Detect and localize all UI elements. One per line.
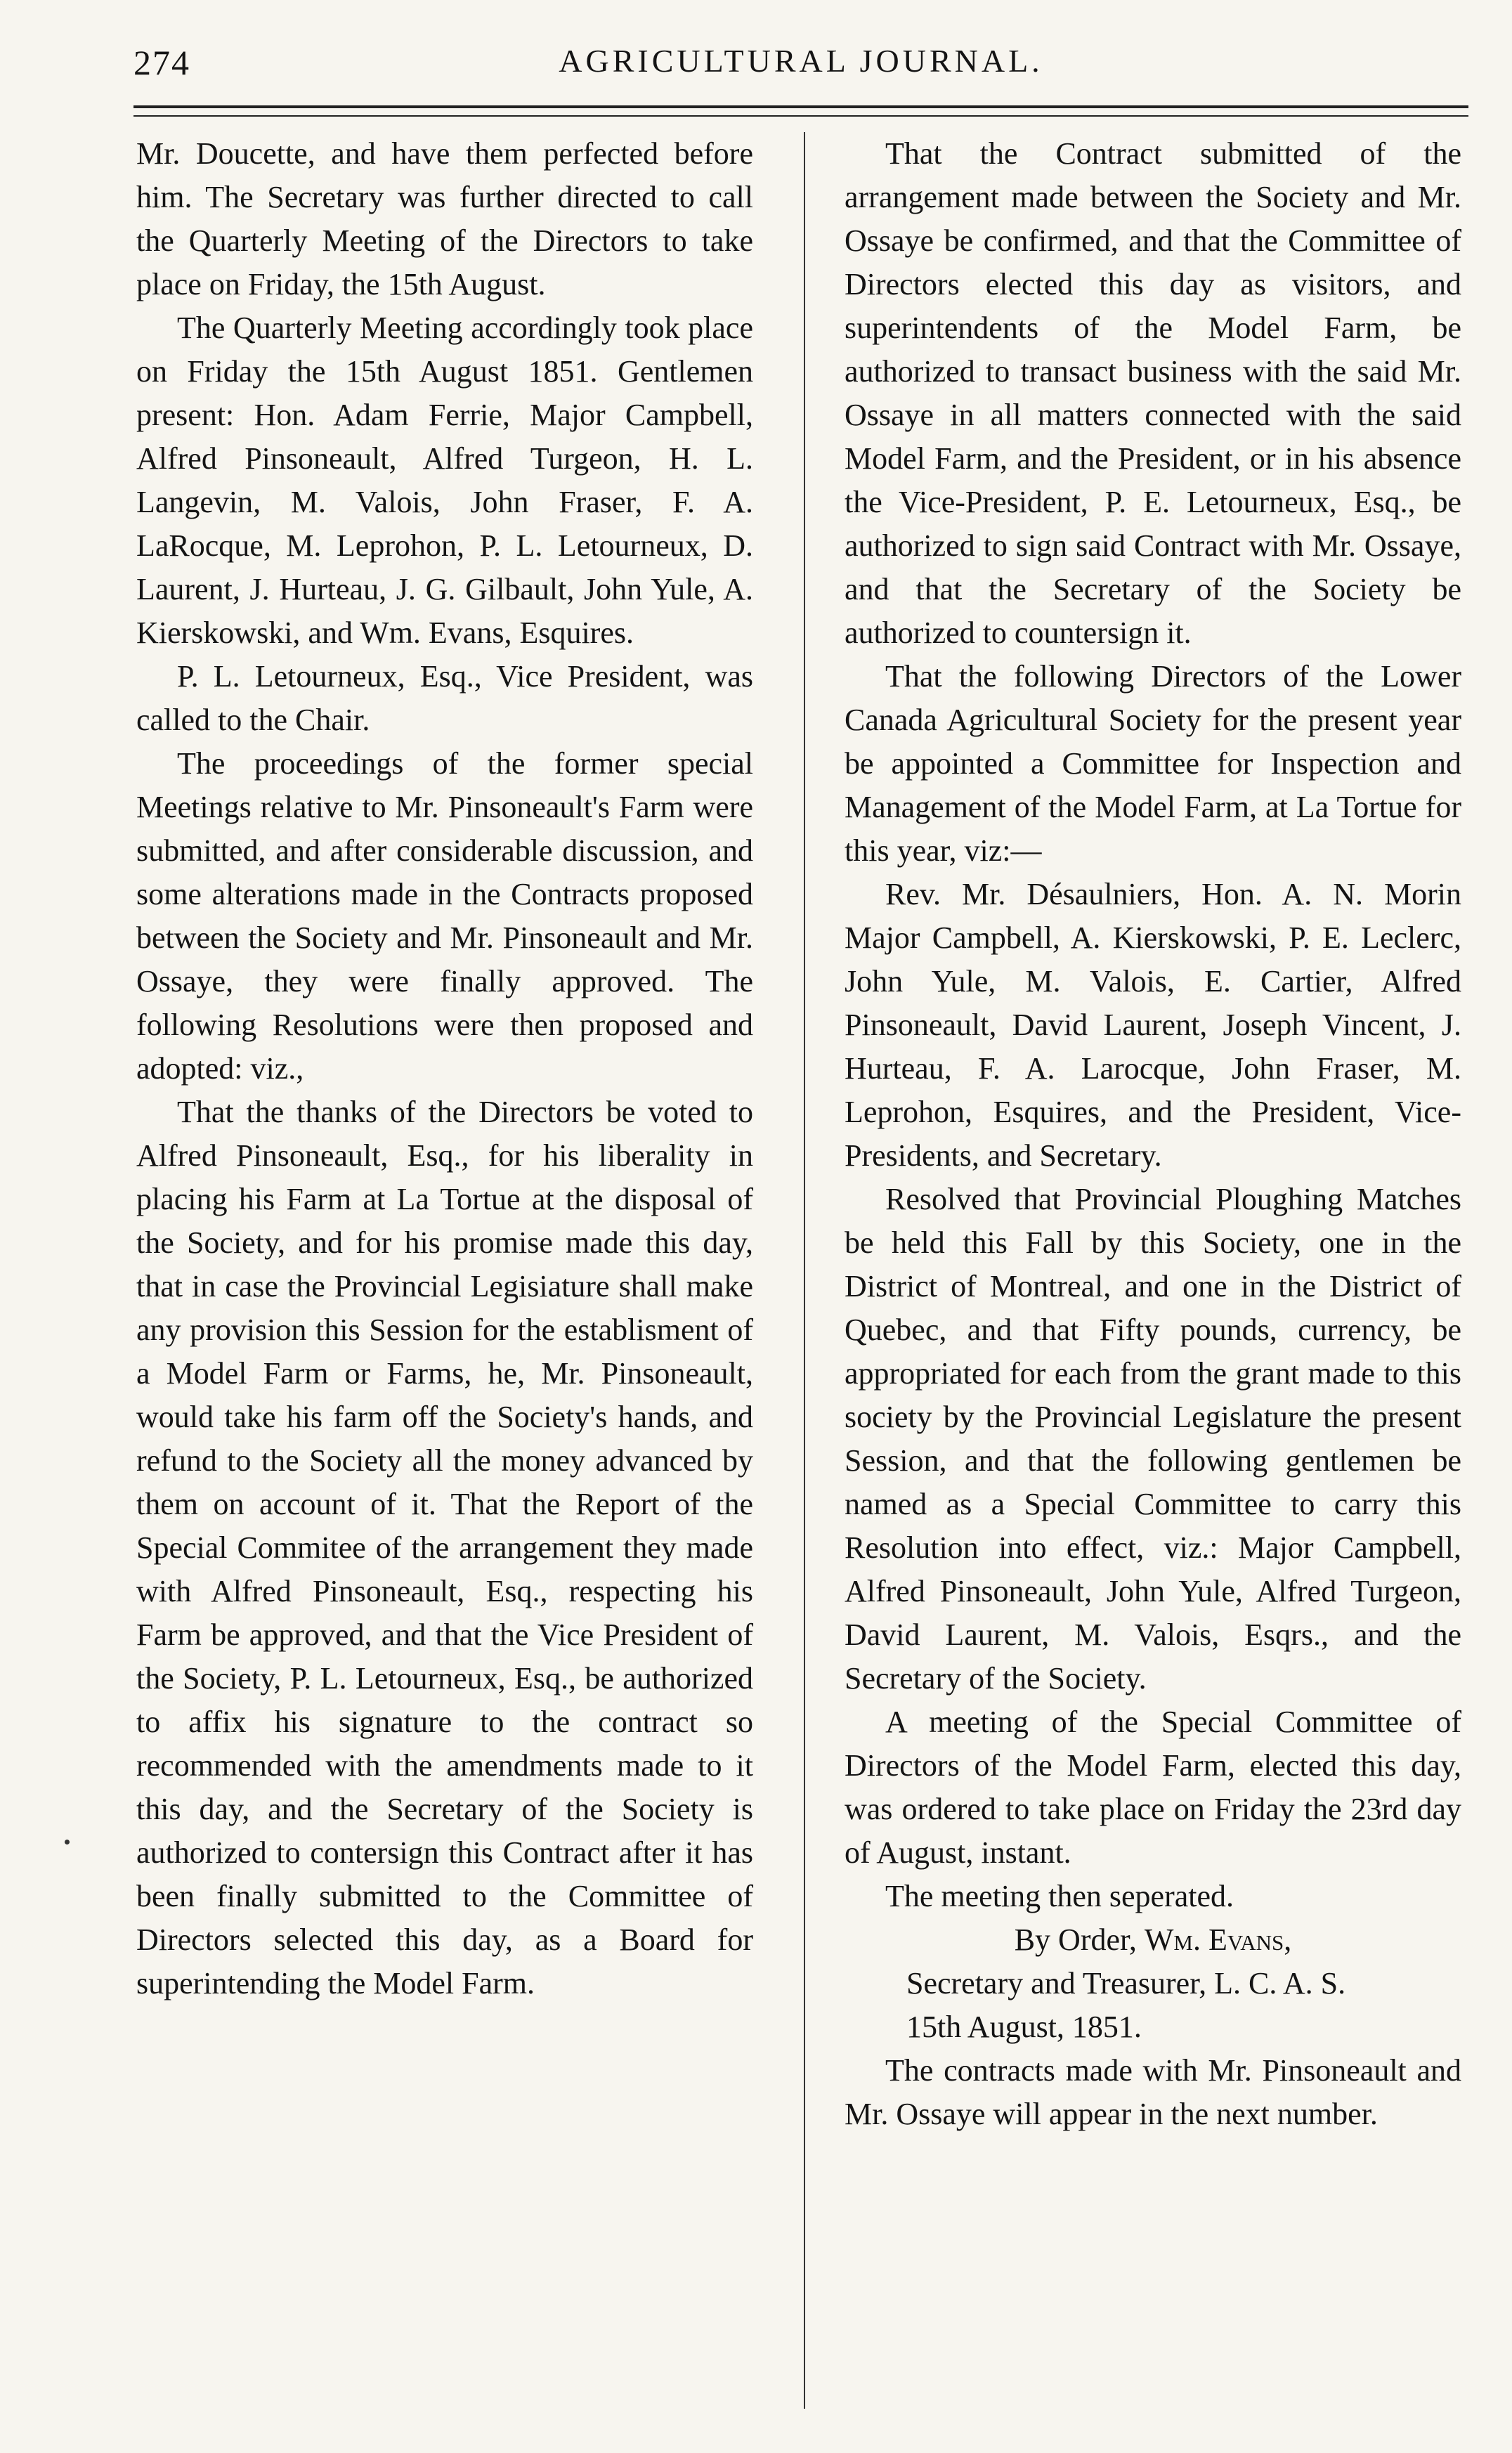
journal-page [133, 42, 1468, 2431]
paragraph: A meeting of the Special Committee of Directors of the Model Farm, elected this day, was ordered to take place on Friday the 23rd day of August, instant. [845, 1705, 1461, 1870]
paragraph: Rev. Mr. Désaulniers, Hon. A. N. Morin Major Campbell, A. Kierskowski, P. E. Leclerc, John Yule, M. Valois, E. Cartier, Alfred Pinsoneault, David Laurent, Joseph Vincent, J. Hurteau, F. A. Larocque, John Fraser, M. Leprohon, Esquires, and the President, Vice-Presidents, and Secretary. [845, 877, 1461, 1173]
paragraph: The proceedings of the former special Meetings relative to Mr. Pinsoneault's Farm were submitted, and after considerable discussion, and some alterations made in the Contracts proposed between the Society and Mr. Pinsoneault and Mr. Ossaye, they were finally approved. The following Resolutions were then proposed and adopted: viz., [136, 746, 753, 1086]
ink-speck [65, 1840, 70, 1844]
page-header [133, 42, 1468, 91]
text-columns [133, 132, 1468, 2431]
paragraph: That the following Directors of the Lower Canada Agricultural Society for the present year be appointed a Committee for Inspection and Management of the Model Farm, at La Tortue for this year, viz:— [845, 659, 1461, 868]
page-number: 274 [133, 43, 190, 82]
right-column [845, 132, 1461, 2136]
signature-date: 15th August, 1851. [906, 2010, 1142, 2044]
running-title: AGRICULTURAL JOURNAL. [559, 43, 1043, 79]
signature-title: Secretary and Treasurer, L. C. A. S. [906, 1966, 1346, 2000]
paragraph: P. L. Letourneux, Esq., Vice President, was called to the Chair. [136, 659, 753, 737]
header-rule [133, 105, 1468, 108]
signature-prefix: By Order, [1014, 1922, 1137, 1957]
signature-name: Wm. Evans, [1144, 1922, 1292, 1957]
paragraph: That the Contract submitted of the arrangement made between the Society and Mr. Ossaye be confirmed, and that the Committee of Directors elected this day as visitors, and superintendents of the Model Farm, be authorized to transact business with the said Mr. Ossaye in all matters connected with the said Model Farm, and the President, or in his absence the Vice-President, P. E. Letourneux, Esq., be authorized to sign said Contract with Mr. Ossaye, and that the Secretary of the Society be authorized to countersign it. [845, 136, 1461, 650]
paragraph: The Quarterly Meeting accordingly took place on Friday the 15th August 1851. Gentlemen present: Hon. Adam Ferrie, Major Campbell, Alfred Pinsoneault, Alfred Turgeon, H. L. Langevin, M. Valois, John Fraser, F. A. LaRocque, M. Leprohon, P. L. Letourneux, D. Laurent, J. Hurteau, J. G. Gilbault, John Yule, A. Kierskowski, and Wm. Evans, Esquires. [136, 311, 753, 650]
paragraph: The contracts made with Mr. Pinsoneault and Mr. Ossaye will appear in the next number. [845, 2053, 1461, 2131]
paragraph: The meeting then seperated. [885, 1879, 1234, 1913]
left-column [136, 132, 753, 2005]
column-divider [804, 132, 805, 2409]
paragraph: Mr. Doucette, and have them perfected before him. The Secretary was further directed to call the Quarterly Meeting of the Directors to take place on Friday, the 15th August. [136, 136, 753, 301]
paragraph: That the thanks of the Directors be voted to Alfred Pinsoneault, Esq., for his liberality in placing his Farm at La Tortue at the disposal of the Society, and for his promise made this day, that in case the Provincial Legisiature shall make any provision this Session for the establisment of a Model Farm or Farms, he, Mr. Pinsoneault, would take his farm off the Society's hands, and refund to the Society all the money advanced by them on account of it. That the Report of the Special Commitee of the arrangement they made with Alfred Pinsoneault, Esq., respecting his Farm be approved, and that the Vice President of the Society, P. L. Letourneux, Esq., be authorized to affix his signature to the contract so recommended with the amendments made to it this day, and the Secretary of the Society is authorized to contersign this Contract after it has been finally submitted to the Committee of Directors selected this day, as a Board for superintending the Model Farm. [136, 1095, 753, 2000]
header-rule-thin [133, 115, 1468, 117]
paragraph: Resolved that Provincial Ploughing Matches be held this Fall by this Society, one in the District of Montreal, and one in the District of Quebec, and that Fifty pounds, currency, be appropriated for each from the grant made to this society by the Provincial Legislature the present Session, and that the following gentlemen be named as a Special Committee to carry this Resolution into effect, viz.: Major Campbell, Alfred Pinsoneault, John Yule, Alfred Turgeon, David Laurent, M. Valois, Esqrs., and the Secretary of the Society. [845, 1182, 1461, 1696]
signature-line [845, 1918, 1461, 1962]
